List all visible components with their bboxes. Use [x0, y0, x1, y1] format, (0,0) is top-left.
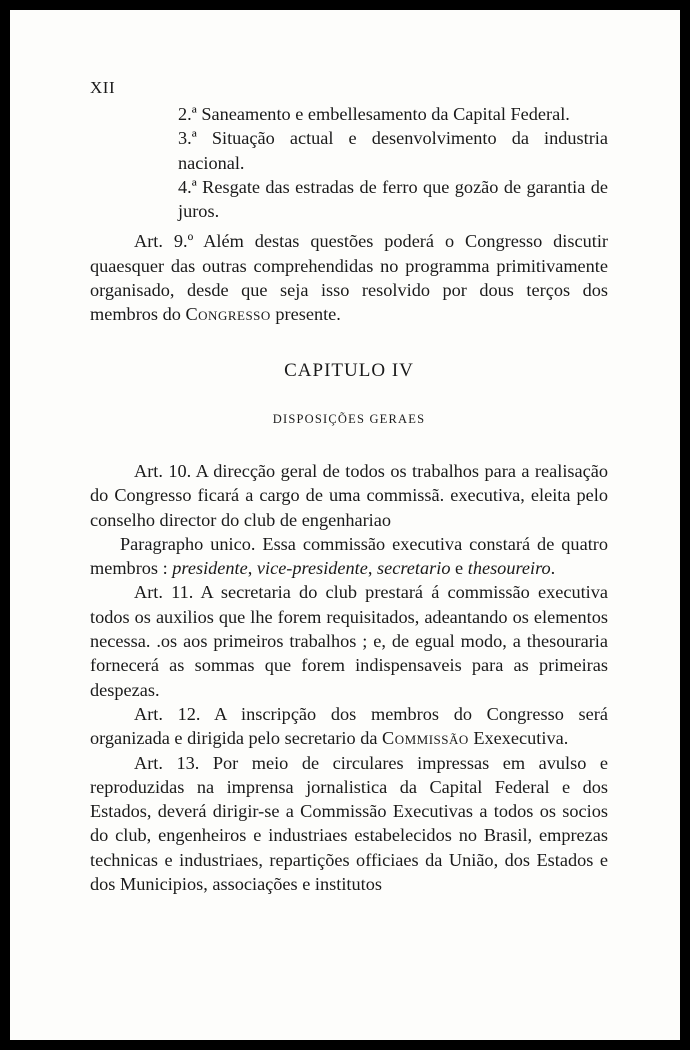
article-9-smallcaps: Congresso	[185, 304, 271, 325]
chapter-heading: CAPITULO IV	[284, 359, 414, 381]
article-9-tail: presente.	[270, 304, 341, 325]
article-9	[90, 229, 608, 326]
role-vice-president: vice-presidente	[256, 558, 368, 579]
paragrapho-unico	[90, 532, 608, 581]
list-item: 4.ª Resgate das estradas de ferro que gozão de garantia de juros.	[178, 176, 608, 222]
article-12-text: Art. 12. A inscripção dos membros do Congresso será organizada e dirigida pelo secretario da	[90, 703, 608, 749]
page-number: XII	[90, 78, 116, 97]
topic-list	[178, 102, 608, 223]
role-separator: ,	[247, 558, 257, 579]
list-item: 2.ª Saneamento e embellesamento da Capital Federal.	[178, 104, 570, 124]
article-12-smallcaps: Commissão	[382, 728, 469, 749]
role-secretary: secretario	[377, 558, 451, 579]
list-item: 3.ª Situação actual e desenvolvimento da industria nacional.	[178, 128, 608, 173]
role-president: presidente	[172, 558, 248, 579]
article-12	[90, 702, 608, 751]
paragrapho-end: .	[550, 558, 556, 579]
article-13: Art. 13. Por meio de circulares impressas em avulso e reproduzidas na imprensa jornalistica da Capital Federal e dos Estados, deverá dirigir-se a Commissão Executivas a todos os socios do club, engenheiros e industriaes estabelecidos no Brasil, emprezas technicas e industriaes, repartições officiaes da União, dos Estados e dos Municipios, associações e institutos	[90, 752, 608, 895]
section-heading: DISPOSIÇÕES GERAES	[272, 411, 426, 426]
article-10: Art. 10. A direcção geral de todos os trabalhos para a realisação do Congresso ficará a cargo de uma commissã. executiva, eleita pelo conselho director do club de engenhariao	[90, 460, 608, 530]
role-separator: e	[450, 558, 468, 579]
article-9-text: Art. 9.º Além destas questões poderá o Congresso discutir quaesquer das outras comprehendidas no programma primitivamente organisado, desde que seja isso resolvido por dous terços dos membros do	[90, 231, 608, 325]
document-page	[10, 10, 680, 1040]
article-11: Art. 11. A secretaria do club prestará á commissão executiva todos os auxilios que lhe forem requisitados, adeantando os elementos necessa. .os aos primeiros trabalhos ; e, de egual modo, a thesouraria fornecerá as sommas que forem indispensaveis para as primeiras despezas.	[90, 582, 608, 700]
role-separator: ,	[367, 558, 378, 579]
role-treasurer: thesoureiro	[467, 558, 551, 579]
article-12-tail: Exexecutiva.	[468, 728, 569, 749]
text-block	[90, 76, 608, 896]
paragrapho-lead: Paragrapho unico. Essa commissão executiva constará de quatro membros :	[90, 533, 608, 579]
